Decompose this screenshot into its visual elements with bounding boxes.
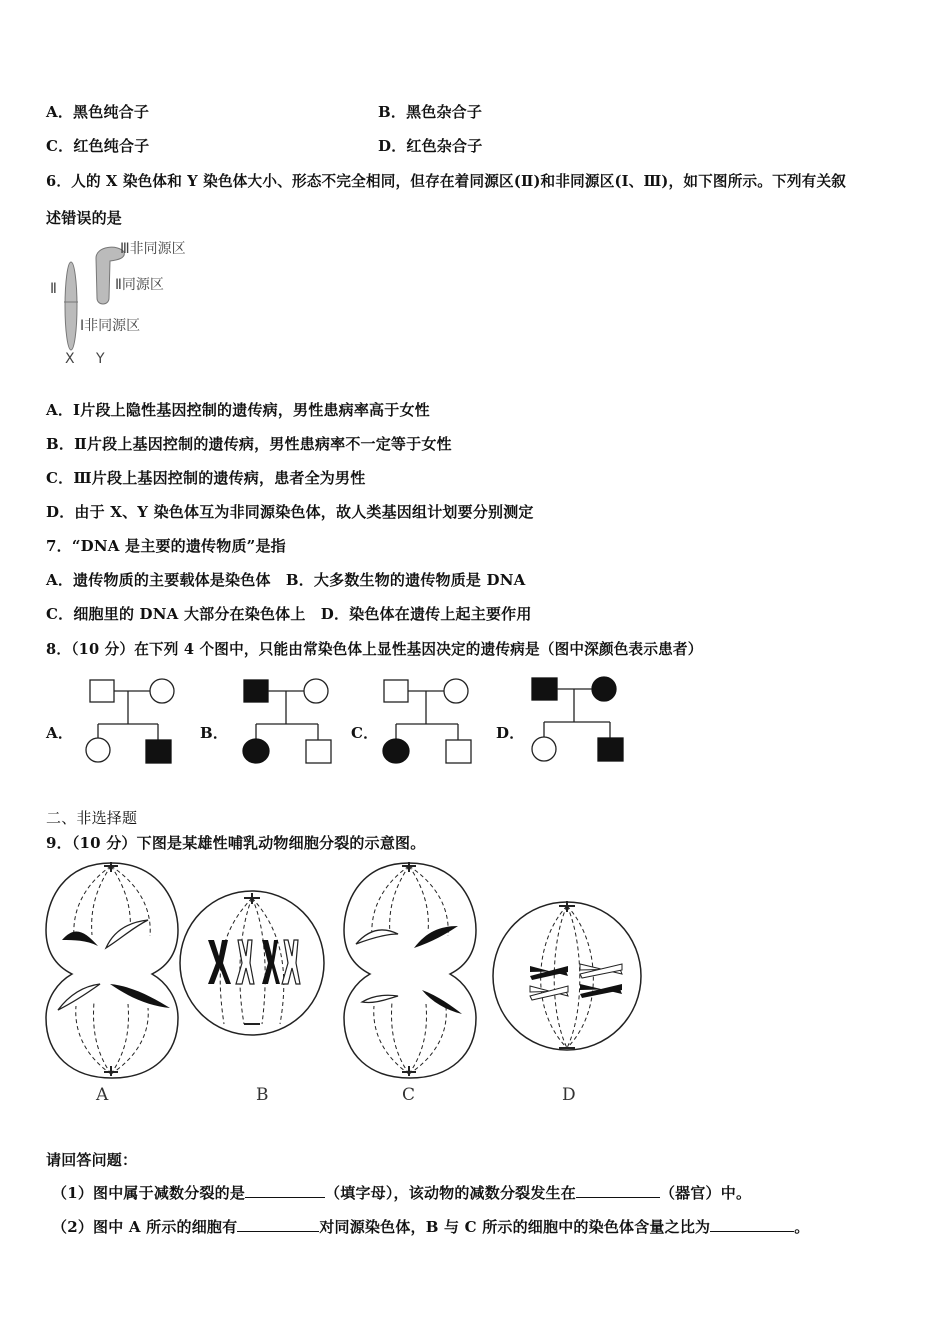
pedigree-d-father-affected: [532, 678, 557, 700]
pedigree-b: [236, 676, 336, 771]
answer-blank-2[interactable]: [576, 1183, 660, 1198]
pedigree-a-father: [90, 680, 114, 702]
q7-stem: 7．“DNA 是主要的遗传物质”是指: [46, 537, 286, 555]
cell-letters: [0, 1080, 950, 1110]
q5-option-a: A．黑色纯合子: [46, 103, 150, 121]
pedigree-c: [376, 676, 476, 771]
cell-d: [490, 898, 645, 1056]
section-title: 二、非选择题: [46, 809, 138, 827]
fig-label-ii-left: Ⅱ: [50, 281, 57, 297]
pedigree-a: [82, 676, 182, 771]
fig-label-y: Y: [96, 351, 105, 367]
q9-prompt: 请回答问题：: [46, 1151, 138, 1169]
fig-label-i: Ⅰ非同源区: [80, 318, 141, 334]
pedigree-a-mother: [150, 679, 174, 703]
pedigree-b-daughter-affected: [243, 739, 269, 763]
q6-option-d: D．由于 X、Y 染色体互为非同源染色体，故人类基因组计划要分别测定: [46, 503, 534, 521]
fig-label-x: X: [65, 351, 75, 367]
cell-letter-a: A: [96, 1085, 109, 1105]
q6-option-c: C．Ⅲ片段上基因控制的遗传病，患者全为男性: [46, 469, 366, 487]
pedigree-b-father-affected: [244, 680, 268, 702]
pedigree-c-mother: [444, 679, 468, 703]
q6-option-b: B．Ⅱ片段上基因控制的遗传病，男性患病率不一定等于女性: [46, 435, 452, 453]
q9-sub2-text-1: （2）图中 A 所示的细胞有: [52, 1218, 238, 1236]
fig-label-iii: Ⅲ非同源区: [120, 241, 186, 257]
x-chromosome: [65, 262, 77, 350]
q9-sub1-text-1: （1）图中属于减数分裂的是: [52, 1184, 246, 1202]
q7-options-line1: A．遗传物质的主要载体是染色体 B．大多数生物的遗传物质是 DNA: [46, 571, 526, 589]
pedigree-d: [524, 674, 634, 769]
q6-stem-line2: 述错误的是: [46, 209, 123, 227]
pedigree-c-son: [446, 740, 471, 763]
pedigree-a-daughter: [86, 738, 110, 762]
q6-option-a: A．Ⅰ片段上隐性基因控制的遗传病，男性患病率高于女性: [46, 401, 430, 419]
pedigree-label-c: C．: [351, 724, 379, 742]
pedigree-b-son: [306, 740, 331, 763]
q7-options-line2: C．细胞里的 DNA 大部分在染色体上 D．染色体在遗传上起主要作用: [46, 605, 532, 623]
pedigree-a-son-affected: [146, 740, 171, 763]
pedigree-c-father: [384, 680, 408, 702]
answer-blank-3[interactable]: [237, 1217, 319, 1232]
pedigree-d-son-affected: [598, 738, 623, 761]
q8-stem: 8．（10 分）在下列 4 个图中，只能由常染色体上显性基因决定的遗传病是（图中深颜色表示患者）: [46, 641, 703, 658]
q9-sub2-text-2: 对同源染色体，B 与 C 所示的细胞中的染色体含量之比为: [319, 1218, 711, 1236]
cell-b: [176, 888, 331, 1038]
q6-stem-line1: 6．人的 X 染色体和 Y 染色体大小、形态不完全相同，但存在着同源区(Ⅱ)和非同源区(Ⅰ、Ⅲ)，如下图所示。下列有关叙: [46, 173, 847, 190]
answer-blank-1[interactable]: [245, 1183, 325, 1198]
cell-letter-b: B: [256, 1085, 269, 1105]
answer-blank-4[interactable]: [710, 1217, 794, 1232]
pedigree-b-mother: [304, 679, 328, 703]
pedigree-label-a: A．: [46, 724, 74, 742]
pedigree-label-d: D．: [496, 724, 525, 742]
q9-sub2: [52, 1216, 809, 1237]
xy-chromosome-figure: [40, 236, 240, 371]
cell-letter-d: D: [562, 1085, 576, 1105]
cell-letter-c: C: [402, 1085, 416, 1105]
cell-c: [342, 860, 482, 1085]
q9-sub1: [52, 1182, 751, 1203]
pedigree-d-daughter: [532, 737, 556, 761]
q9-sub2-text-3: 。: [794, 1218, 810, 1236]
pedigree-label-b: B．: [200, 724, 229, 742]
q5-option-b: B．黑色杂合子: [378, 103, 483, 121]
q9-sub1-text-3: （器官）中。: [659, 1184, 752, 1202]
q9-sub1-text-2: （填字母），该动物的减数分裂发生在: [325, 1184, 576, 1202]
q9-stem: 9．（10 分）下图是某雄性哺乳动物细胞分裂的示意图。: [46, 834, 426, 852]
pedigree-c-daughter-affected: [383, 739, 409, 763]
q5-option-d: D．红色杂合子: [378, 137, 483, 155]
pedigree-d-mother-affected: [592, 677, 616, 701]
cell-a: [44, 860, 184, 1085]
fig-label-ii-homologous: Ⅱ同源区: [115, 277, 164, 293]
q5-option-c: C．红色纯合子: [46, 137, 150, 155]
